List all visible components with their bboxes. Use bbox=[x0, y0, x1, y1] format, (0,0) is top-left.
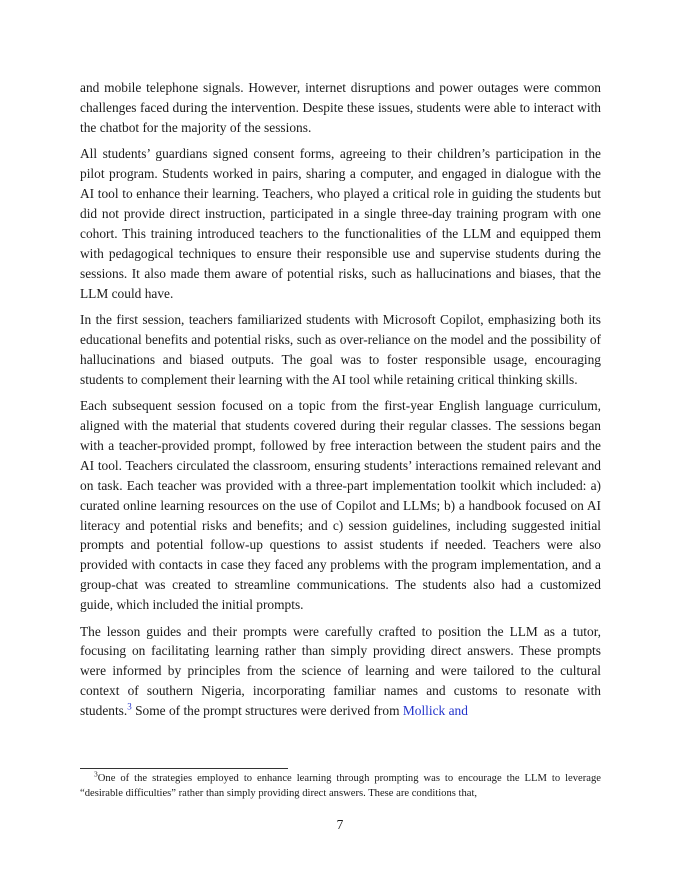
footnote-divider bbox=[80, 768, 288, 769]
footnote-text: One of the strategies employed to enhance learning through prompting was to encourage the LLM to leverage “desirable difficulties” rather than simply providing direct answers. These are conditions that, bbox=[80, 773, 601, 799]
paragraph-1: and mobile telephone signals. However, internet disruptions and power outages were common challenges faced during the intervention. Despite these issues, students were able to interact with the chatbot for the majority of the sessions. bbox=[80, 80, 601, 135]
paragraph-2: All students’ guardians signed consent forms, agreeing to their children’s participation in the pilot program. Students worked in pairs, sharing a computer, and engaged in dialogue with the AI tool to enhance their learning. Teachers, who played a critical role in guiding the students but did not provide direct instruction, participated in a single three-day training program with one cohort. This training introduced teachers to the functionalities of the LLM and equipped them with pedagogical techniques to ensure their responsible use and supervise students during the sessions. It also made them aware of potential risks, such as hallucinations and biases, that the LLM could have. bbox=[80, 146, 601, 301]
citation-link-mollick[interactable]: Mollick and bbox=[402, 703, 468, 719]
footnote-reference-link[interactable]: 3 bbox=[127, 701, 132, 712]
main-text bbox=[80, 78, 601, 728]
paragraph-5-text: The lesson guides and their prompts were carefully crafted to position the LLM as a tutor, focusing on facilitating learning rather than simply providing direct answers. These prompts were informed by principles from the science of learning and were tailored to the cultural context of southern Nigeria, incorporating familiar names and customs to resonate with students. bbox=[80, 623, 601, 719]
paragraph-4: Each subsequent session focused on a topic from the first-year English language curriculum, aligned with the material that students covered during their regular classes. The sessions began with a teacher-provided prompt, followed by free interaction between the student pairs and the AI tool. Teachers circulated the classroom, ensuring students’ interactions remained relevant and on task. Each teacher was provided with a three-part implementation toolkit which included: a) curated online learning resources on the use of Copilot and LLMs; b) a handbook focused on AI literacy and potential risks and benefits; and c) session guidelines, including suggested initial prompts and potential follow-up questions to assist students if needed. Teachers were also provided with contacts in case they faced any problems with the program implementation, and a group-chat was created to streamline communications. The students also had a customized guide, which included the initial prompts. bbox=[80, 398, 601, 613]
footnote-3 bbox=[80, 771, 601, 801]
paragraph-5-continuation: Some of the prompt structures were derived from bbox=[131, 703, 403, 719]
paragraph-5 bbox=[80, 622, 601, 722]
page-number: 7 bbox=[336, 817, 344, 832]
paragraph-3: In the first session, teachers familiarized students with Microsoft Copilot, emphasizing both its educational benefits and potential risks, such as over-reliance on the model and the possibility of hallucinations and biased outputs. The goal was to foster responsible usage, encouraging students to complement their learning with the AI tool while retaining critical thinking skills. bbox=[80, 311, 601, 387]
footnote-number: 3 bbox=[94, 769, 98, 779]
